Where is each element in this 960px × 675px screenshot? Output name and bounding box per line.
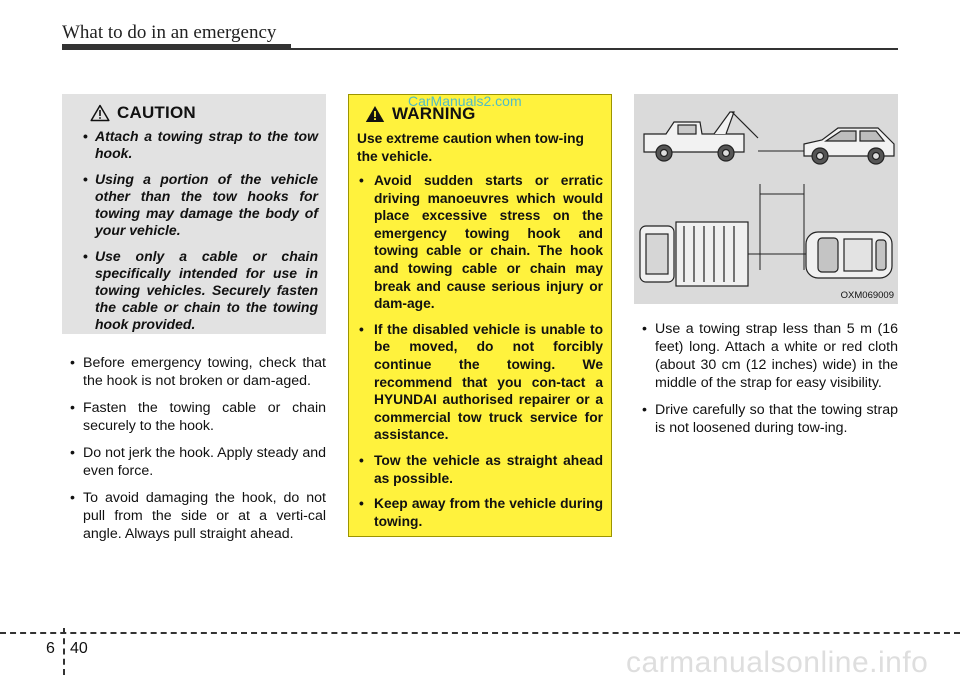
chapter-number: 6 bbox=[46, 640, 55, 657]
caution-title: CAUTION bbox=[117, 103, 196, 122]
carmanuals-watermark: CarManuals2.com bbox=[408, 93, 522, 109]
warning-item: • Avoid sudden starts or erratic driving manoeuvres which would place excessive stress on the emergency towing hook and towing cable or chain. The hook and towing cable or chain may break and cause serious injury or dam-age. bbox=[359, 173, 603, 312]
site-watermark: carmanualsonline.info bbox=[626, 646, 929, 675]
tow-truck-top-view bbox=[640, 222, 748, 286]
caution-heading bbox=[90, 103, 318, 123]
header-rule bbox=[62, 48, 898, 50]
caution-item: • Using a portion of the vehicle other than the tow hooks for towing may damage the body of your vehicle. bbox=[83, 171, 318, 238]
towed-vehicle-top-view bbox=[806, 232, 892, 278]
warning-box bbox=[348, 94, 612, 537]
list-item: • Do not jerk the hook. Apply steady and even force. bbox=[70, 445, 326, 479]
warning-title: WARNING bbox=[392, 104, 476, 123]
tow-truck-diagram bbox=[634, 94, 898, 304]
warning-triangle-filled-icon bbox=[365, 105, 385, 123]
list-item: • Fasten the towing cable or chain securely to the hook. bbox=[70, 400, 326, 434]
tow-truck-side-view bbox=[644, 112, 758, 161]
warning-item: • Keep away from the vehicle during towing. bbox=[359, 496, 603, 529]
footer-rule bbox=[0, 632, 960, 634]
strap-length-marker bbox=[760, 184, 804, 270]
caution-box bbox=[62, 94, 326, 334]
page-header-title: What to do in an emergency bbox=[62, 22, 277, 43]
towing-illustration bbox=[634, 94, 898, 304]
warning-item: • Tow the vehicle as straight ahead as possible. bbox=[359, 452, 603, 486]
warning-triangle-icon bbox=[90, 104, 110, 122]
caution-list bbox=[74, 128, 318, 333]
list-item: • Before emergency towing, check that the hook is not broken or dam-aged. bbox=[70, 355, 326, 389]
towing-strap-list bbox=[634, 320, 898, 446]
footer-divider bbox=[63, 628, 65, 675]
list-item: • Use a towing strap less than 5 m (16 feet) long. Attach a white or red cloth (about 30 cm (12 inches) wide) in the middle of the strap for easy visibility. bbox=[642, 321, 898, 391]
figure-code: OXM069009 bbox=[840, 290, 894, 301]
warning-intro: Use extreme caution when tow-ing the vehicle. bbox=[357, 131, 584, 164]
list-item: • To avoid damaging the hook, do not pull from the side or at a verti-cal angle. Always pull straight ahead. bbox=[70, 490, 326, 542]
page-number: 40 bbox=[70, 640, 88, 657]
list-item: • Drive carefully so that the towing strap is not loosened during tow-ing. bbox=[642, 402, 898, 436]
towing-instructions-list bbox=[62, 354, 326, 552]
warning-list bbox=[357, 172, 603, 530]
warning-item: • If the disabled vehicle is unable to be moved, do not forcibly continue the towing. We recommend that you con-tact a HYUNDAI authorised repairer or a commercial tow truck service for assistance. bbox=[359, 321, 603, 443]
towed-vehicle-side-view bbox=[804, 128, 894, 164]
caution-item: • Use only a cable or chain specifically intended for use in towing vehicles. Securely fasten the cable or chain to the towing hook provided. bbox=[83, 248, 318, 332]
caution-item: • Attach a towing strap to the tow hook. bbox=[83, 128, 318, 161]
